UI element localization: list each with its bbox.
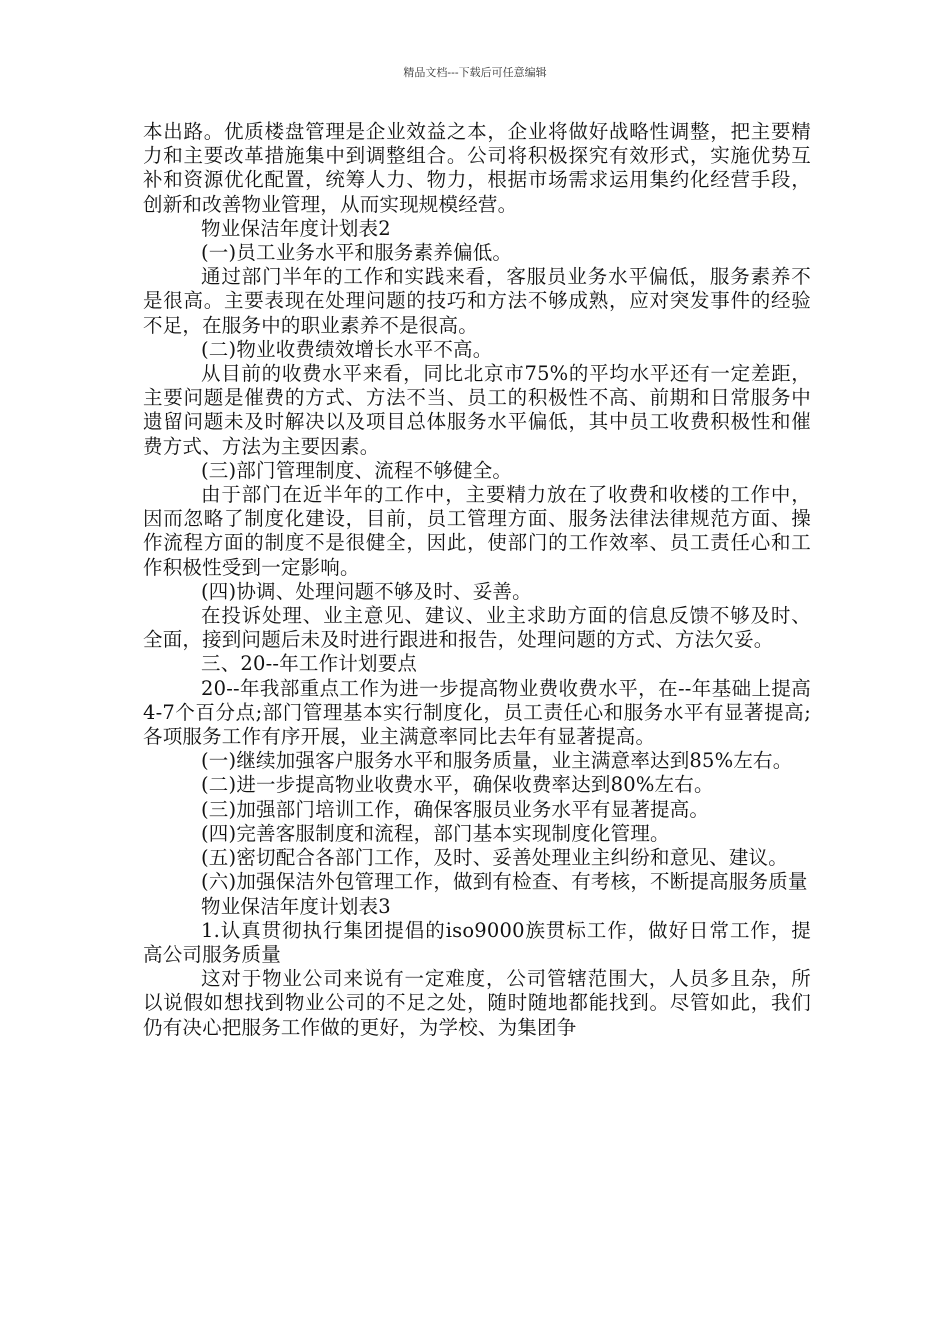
section-title: 物业保洁年度计划表2 [201, 216, 391, 240]
document-body [143, 120, 811, 1040]
paragraph: 通过部门半年的工作和实践来看，客服员业务水平偏低，服务素养不是很高。主要表现在处理问题的技巧和方法不够成熟，应对突发事件的经验不足，在服务中的职业素养不是很高。 [143, 265, 811, 337]
page-header: 精品文档---下载后可任意编辑 [403, 66, 547, 79]
list-item: (六)加强保洁外包管理工作，做到有检查、有考核，不断提高服务质量 [201, 870, 808, 894]
paragraph: 这对于物业公司来说有一定难度，公司管辖范围大，人员多且杂，所以说假如想找到物业公司的不足之处，随时随地都能找到。尽管如此，我们仍有决心把服务工作做的更好，为学校、为集团争 [143, 967, 811, 1039]
paragraph: 在投诉处理、业主意见、建议、业主求助方面的信息反馈不够及时、全面，接到问题后未及时进行跟进和报告，处理问题的方式、方法欠妥。 [143, 604, 811, 652]
subheading: 1.认真贯彻执行集团提倡的iso9000族贯标工作，做好日常工作，提高公司服务质量 [143, 918, 811, 966]
paragraph: 本出路。优质楼盘管理是企业效益之本，企业将做好战略性调整，把主要精力和主要改革措施集中到调整组合。公司将积极探究有效形式，实施优势互补和资源优化配置，统筹人力、物力，根据市场需求运用集约化经营手段，创新和改善物业管理，从而实现规模经营。 [143, 120, 811, 216]
section-title: 物业保洁年度计划表3 [201, 894, 391, 918]
list-item: (二)进一步提高物业收费水平，确保收费率达到80%左右。 [201, 773, 714, 797]
list-item: (一)继续加强客户服务水平和服务质量，业主满意率达到85%左右。 [201, 749, 793, 773]
paragraph: 从目前的收费水平来看，同比北京市75%的平均水平还有一定差距，主要问题是催费的方式、方法不当、员工的积极性不高、前期和日常服务中遗留问题未及时解决以及项目总体服务水平偏低，其中员工收费积极性和催费方式、方法为主要因素。 [143, 362, 811, 458]
subheading: (三)部门管理制度、流程不够健全。 [201, 458, 513, 482]
list-item: (三)加强部门培训工作，确保客服员业务水平有显著提高。 [201, 797, 710, 821]
subheading: (四)协调、处理问题不够及时、妥善。 [201, 579, 532, 603]
paragraph: 由于部门在近半年的工作中，主要精力放在了收费和收楼的工作中，因而忽略了制度化建设，目前，员工管理方面、服务法律法律规范方面、操作流程方面的制度不是很健全，因此，使部门的工作效率、员工责任心和工作积极性受到一定影响。 [143, 483, 811, 579]
section-heading: 三、20--年工作计划要点 [201, 652, 418, 676]
subheading: (一)员工业务水平和服务素养偏低。 [201, 241, 513, 265]
list-item: (四)完善客服制度和流程，部门基本实现制度化管理。 [201, 821, 670, 845]
paragraph: 20--年我部重点工作为进一步提高物业费收费水平，在--年基础上提高4-7个百分点;部门管理基本实行制度化，员工责任心和服务水平有显著提高;各项服务工作有序开展，业主满意率同比去年有显著提高。 [143, 676, 812, 749]
subheading: (二)物业收费绩效增长水平不高。 [201, 337, 493, 361]
list-item: (五)密切配合各部门工作，及时、妥善处理业主纠纷和意见、建议。 [201, 846, 788, 870]
